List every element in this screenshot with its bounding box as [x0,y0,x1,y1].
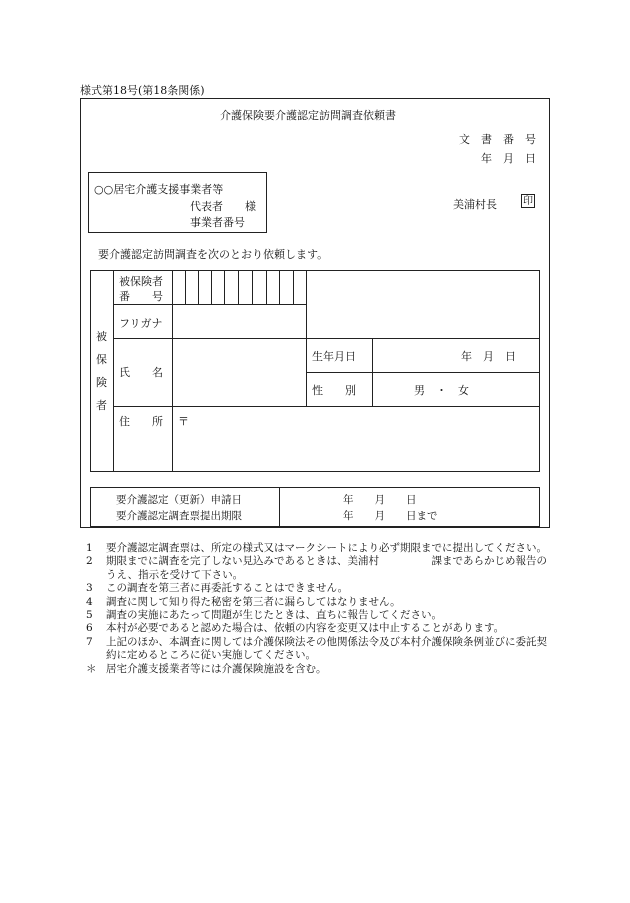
table-divider [113,338,540,339]
deadline-label: 要介護認定調査票提出期限 [116,510,242,522]
issue-date-label: 年 月 日 [481,152,536,165]
document-title: 介護保険要介護認定訪問調査依頼書 [220,109,396,122]
note-item: 2 期限までに調査を完了しない見込みであるときは、美浦村 課まであらかじめ報告のうえ、指示を受けて下さい。 [86,555,547,581]
digit-box-divider [279,270,280,304]
insured-number-label: 被保険者 [119,275,163,288]
insured-side-label: 険 [96,376,107,389]
note-item: 3 この調査を第三者に再委託することはできません。 [86,582,349,595]
sex-value: 男 ・ 女 [414,384,469,397]
sender-name: 美浦村長 [453,198,497,211]
furigana-label: フリガナ [119,317,163,330]
dates-divider [279,487,280,527]
note-item: 6 本村が必要であると認めた場合は、依頼の内容を変更又は中止することがあります。 [86,622,505,635]
addressee-business-number: 事業者番号 [190,216,245,229]
application-date-value: 年 月 日 [343,494,417,506]
digit-box-divider [211,270,212,304]
table-divider [113,406,540,407]
note-item: ＊ 居宅介護支援業者等には介護保険施設を含む。 [86,662,327,675]
digit-box-divider [293,270,294,304]
digit-box-divider [238,270,239,304]
insured-side-label: 者 [96,399,107,412]
note-item: 7 上記のほか、本調査に関しては介護保険法その他関係法令及び本村介護保険条例並びに委託契約に定めるところに従い実施してください。 [86,635,547,662]
digit-box-divider [252,270,253,304]
addressee-name: ○○居宅介護支援事業者等 [94,183,224,196]
postal-mark: 〒 [178,415,189,428]
digit-box-divider [266,270,267,304]
birth-date-value: 年 月 日 [461,350,516,363]
insured-side-label: 保 [96,353,107,366]
table-divider [113,270,114,472]
digit-box-divider [185,270,186,304]
note-item: 5 調査の実施にあたって問題が生じたときは、直ちに報告してください。 [86,609,442,622]
request-text: 要介護認定訪問調査を次のとおり依頼します。 [98,248,329,261]
form-number: 様式第18号(第18条関係) [80,84,205,97]
name-label: 氏 名 [119,366,163,379]
insured-number-label-2: 番 号 [119,290,163,303]
sex-label: 性 別 [312,384,356,397]
deadline-value: 年 月 日まで [343,510,438,522]
note-item: 4 調査に関して知り得た秘密を第三者に漏らしてはなりません。 [86,595,401,608]
digit-box-divider [224,270,225,304]
note-item: 1 要介護認定調査票は、所定の様式又はマークシートにより必ず期限までに提出してください。 [86,542,547,554]
table-divider [172,270,173,472]
insured-side-label: 被 [96,330,107,343]
address-label: 住 所 [119,415,163,428]
notes-list [86,542,552,676]
table-divider [306,372,540,373]
digit-box-divider [198,270,199,304]
addressee-representative: 代表者 様 [190,200,256,213]
birth-date-label: 生年月日 [312,350,356,363]
document-number-label: 文 書 番 号 [459,133,536,146]
seal-mark: 印 [523,196,533,207]
application-date-label: 要介護認定（更新）申請日 [116,494,242,506]
table-divider [113,304,306,305]
